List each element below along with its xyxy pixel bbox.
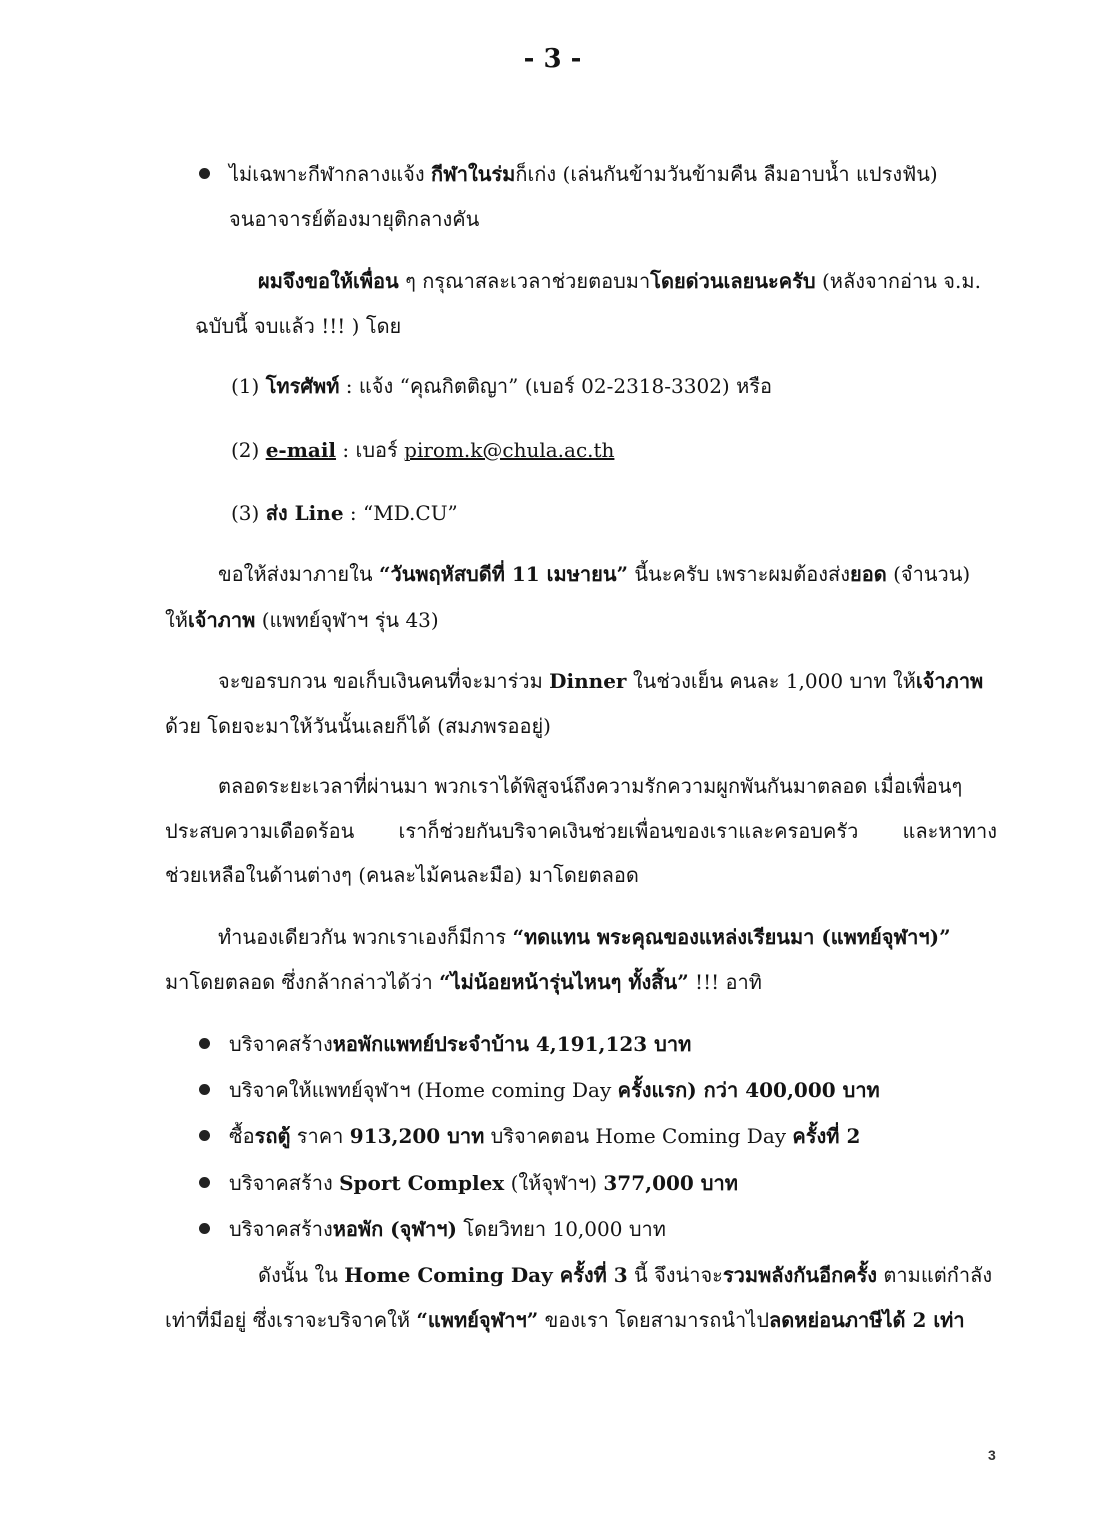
donation-text: หอพักแพทย์ประจำบ้าน 4,191,123 บาท <box>332 1032 692 1056</box>
paragraph-line: เท่าที่มีอยู่ ซึ่งเราจะบริจาคให้ “แพทย์จุฬาฯ” ของเรา โดยสามารถนำไปลดหย่อนภาษีได้ 2 เท่า <box>165 1308 965 1332</box>
email-address: pirom.k@chula.ac.th <box>404 438 615 462</box>
donation-text: บริจาคสร้าง <box>229 1171 340 1195</box>
donation-text: บริจาคให้แพทย์จุฬาฯ (Home coming Day <box>229 1078 618 1102</box>
donation-text: รถตู้ <box>254 1124 291 1148</box>
donation-text: หอพัก (จุฬาฯ) <box>332 1217 457 1241</box>
paragraph-line: ทำนองเดียวกัน พวกเราเองก็มีการ “ทดแทน พระคุณของแหล่งเรียนมา (แพทย์จุฬาฯ)” <box>218 925 951 949</box>
donation-text: บริจาคสร้าง <box>229 1217 333 1241</box>
donation-text: บริจาคสร้าง <box>229 1032 333 1056</box>
donation-item <box>229 1122 860 1150</box>
contact-email: (2) e-mail : เบอร์ pirom.k@chula.ac.th <box>231 438 615 462</box>
bullet-line: ไม่เฉพาะกีฬากลางแจ้ง กีฬาในร่มก็เก่ง (เล่นกันข้ามวันข้ามคืน ลืมอาบน้ำ แปรงฟัน) <box>229 162 938 186</box>
paragraph-line: ให้เจ้าภาพ (แพทย์จุฬาฯ รุ่น 43) <box>165 608 439 632</box>
donation-text: 377,000 บาท <box>603 1171 738 1195</box>
donation-item <box>229 1215 666 1243</box>
donation-item <box>229 1169 738 1197</box>
donation-text: ครั้งที่ 2 <box>792 1124 861 1148</box>
paragraph-line: ผมจึงขอให้เพื่อน ๆ กรุณาสละเวลาช่วยตอบมาโดยด่วนเลยนะครับ (หลังจากอ่าน จ.ม. <box>258 269 981 293</box>
donation-item <box>229 1030 691 1058</box>
bullet-icon <box>199 1084 210 1095</box>
donation-text: 913,200 บาท <box>349 1124 485 1148</box>
page-number: 3 <box>988 1447 996 1463</box>
paragraph-line: ด้วย โดยจะมาให้วันนั้นเลยก็ได้ (สมภพรออยู่) <box>165 714 551 738</box>
paragraph-line: จะขอรบกวน ขอเก็บเงินคนที่จะมาร่วม Dinner ในช่วงเย็น คนละ 1,000 บาท ให้เจ้าภาพ <box>218 669 984 693</box>
donation-text: ครั้งแรก) กว่า 400,000 บาท <box>617 1078 880 1102</box>
donation-text: ซื้อ <box>229 1124 255 1148</box>
bullet-line-continued: จนอาจารย์ต้องมายุติกลางคัน <box>229 207 480 231</box>
donation-item <box>229 1076 880 1104</box>
donation-text: โดยวิทยา 10,000 บาท <box>456 1217 666 1241</box>
paragraph-line: ช่วยเหลือในด้านต่างๆ (คนละไม้คนละมือ) มาโดยตลอด <box>165 863 639 887</box>
donation-text: (ให้จุฬาฯ) <box>504 1171 604 1195</box>
paragraph-line: ดังนั้น ใน Home Coming Day ครั้งที่ 3 นี้ จึงน่าจะรวมพลังกันอีกครั้ง ตามแต่กำลัง <box>258 1263 993 1287</box>
page-header: - 3 - <box>523 44 582 74</box>
bullet-icon <box>199 1177 210 1188</box>
bullet-icon <box>199 168 210 179</box>
donation-text: Sport Complex <box>339 1171 505 1195</box>
bullet-icon <box>199 1130 210 1141</box>
bullet-icon <box>199 1223 210 1234</box>
donation-text: บริจาคตอน Home Coming Day <box>484 1124 793 1148</box>
donation-text: ราคา <box>290 1124 350 1148</box>
paragraph-line: ขอให้ส่งมาภายใน “วันพฤหัสบดีที่ 11 เมษายน” นี้นะครับ เพราะผมต้องส่งยอด (จำนวน) <box>218 562 971 586</box>
paragraph-line: ตลอดระยะเวลาที่ผ่านมา พวกเราได้พิสูจน์ถึงความรักความผูกพันกันมาตลอด เมื่อเพื่อนๆ <box>218 774 963 798</box>
paragraph-line: ฉบับนี้ จบแล้ว !!! ) โดย <box>195 314 402 338</box>
paragraph-line: มาโดยตลอด ซึ่งกล้ากล่าวได้ว่า “ไม่น้อยหน้ารุ่นไหนๆ ทั้งสิ้น” !!! อาทิ <box>165 970 762 994</box>
bullet-icon <box>199 1038 210 1049</box>
contact-line: (3) ส่ง Line : “MD.CU” <box>231 501 458 525</box>
paragraph-line-justified: ประสบความเดือดร้อน เราก็ช่วยกันบริจาคเงินช่วยเพื่อนของเราและครอบครัว และหาทาง <box>165 819 997 843</box>
contact-phone: (1) โทรศัพท์ : แจ้ง “คุณกิตติญา” (เบอร์ 02-2318-3302) หรือ <box>231 374 773 398</box>
